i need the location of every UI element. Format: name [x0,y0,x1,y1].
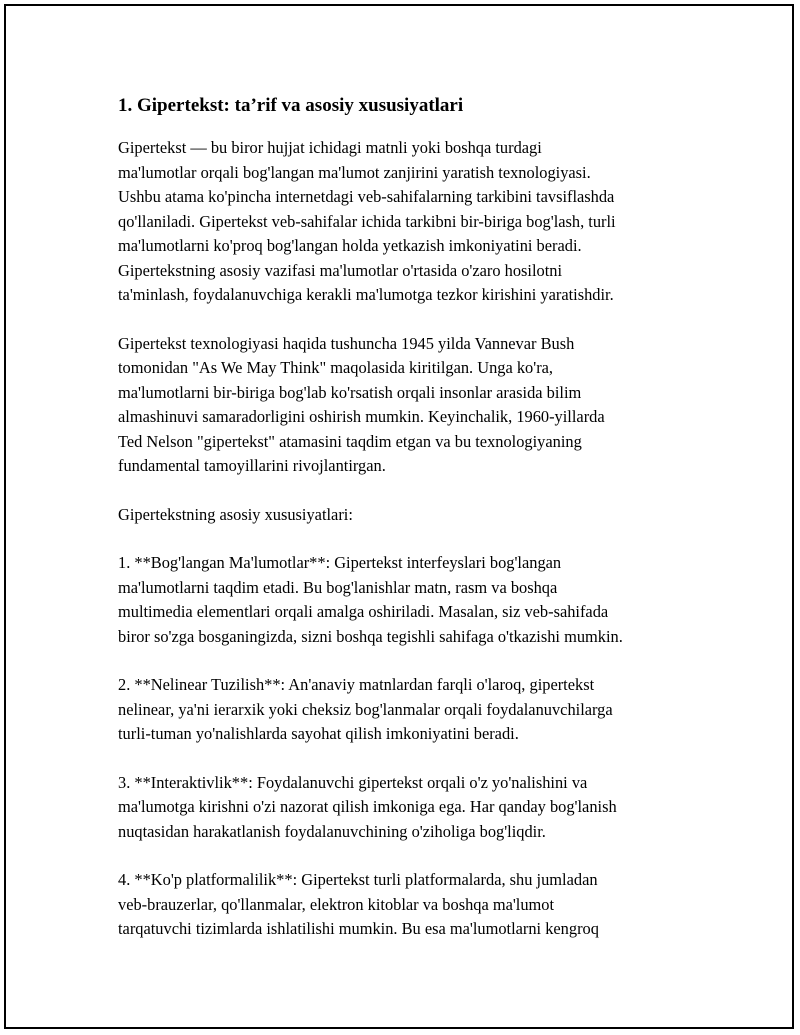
text-line: almashinuvi samaradorligini oshirish mumkin. Keyinchalik, 1960-yillarda [118,407,605,426]
paragraph-definition [118,136,698,308]
text-line: Gipertekstning asosiy vazifasi ma'lumotlar o'rtasida o'zaro hosilotni [118,260,563,280]
text-line: veb-brauzerlar, qo'llanmalar, elektron kitoblar va boshqa ma'lumot [118,894,555,914]
text-line: fundamental tamoyillarini rivojlantirgan. [118,456,386,475]
paragraph-history [118,332,698,479]
text-line: tomonidan "As We May Think" maqolasida kiritilgan. Unga ko'ra, [118,358,554,377]
text-line: biror so'zga bosganingizda, sizni boshqa tegishli sahifaga o'tkazishi mumkin. [118,626,623,646]
text-line: ma'lumotlar orqali bog'langan ma'lumot zanjirini yaratish texnologiyasi. [118,162,591,182]
text-line: Ted Nelson "gipertekst" atamasini taqdim etgan va bu texnologiyaning [118,431,582,451]
list-item-linked-data [118,551,698,649]
text-line: Gipertekst — bu biror hujjat ichidagi matnli yoki boshqa turdagi [118,138,542,157]
paragraph-features-intro [118,503,698,528]
text-line: Ushbu atama ko'pincha internetdagi veb-sahifalarning tarkibini tavsiflashda [118,187,615,206]
text-line: nelinear, ya'ni ierarxik yoki cheksiz bog'lanmalar orqali foydalanuvchilarga [118,699,613,719]
text-line: ma'lumotga kirishni o'zi nazorat qilish imkoniga ega. Har qanday bog'lanish [118,797,617,816]
document-body [118,92,698,966]
text-line: qo'llaniladi. Gipertekst veb-sahifalar ichida tarkibni bir-biriga bog'lash, turli [118,211,616,231]
text-line: ma'lumotlarni taqdim etadi. Bu bog'lanishlar matn, rasm va boshqa [118,577,558,597]
list-item-multiplatform [118,868,698,942]
text-line: ta'minlash, foydalanuvchiga kerakli ma'lumotga tezkor kirishini yaratishdir. [118,285,614,304]
text-line: multimedia elementlari orqali amalga oshiriladi. Masalan, siz veb-sahifada [118,602,609,621]
text-line: ma'lumotlarni bir-biriga bog'lab ko'rsatish orqali insonlar arasida bilim [118,382,582,402]
text-line: 2. **Nelinear Tuzilish**: An'anaviy matnlardan farqli o'laroq, gipertekst [118,675,595,694]
text-line: Gipertekst texnologiyasi haqida tushuncha 1945 yilda Vannevar Bush [118,333,575,353]
text-line: ma'lumotlarni ko'proq bog'langan holda yetkazish imkoniyatini beradi. [118,236,582,255]
list-item-interactivity [118,771,698,845]
list-item-nonlinear [118,673,698,747]
text-line: 1. **Bog'langan Ma'lumotlar**: Gipertekst interfeyslari bog'langan [118,553,562,572]
section-heading: 1. Gipertekst: ta’rif va asosiy xususiyatlari [118,95,464,116]
text-line: turli-tuman yo'nalishlarda sayohat qilish imkoniyatini beradi. [118,724,519,743]
text-line: nuqtasidan harakatlanish foydalanuvchining o'ziholiga bog'liqdir. [118,821,546,841]
text-line: tarqatuvchi tizimlarda ishlatilishi mumkin. Bu esa ma'lumotlarni kengroq [118,919,599,938]
text-line: Gipertekstning asosiy xususiyatlari: [118,504,353,524]
text-line: 4. **Ko'p platformalilik**: Gipertekst turli platformalarda, shu jumladan [118,870,598,889]
text-line: 3. **Interaktivlik**: Foydalanuvchi gipertekst orqali o'z yo'nalishini va [118,772,588,792]
